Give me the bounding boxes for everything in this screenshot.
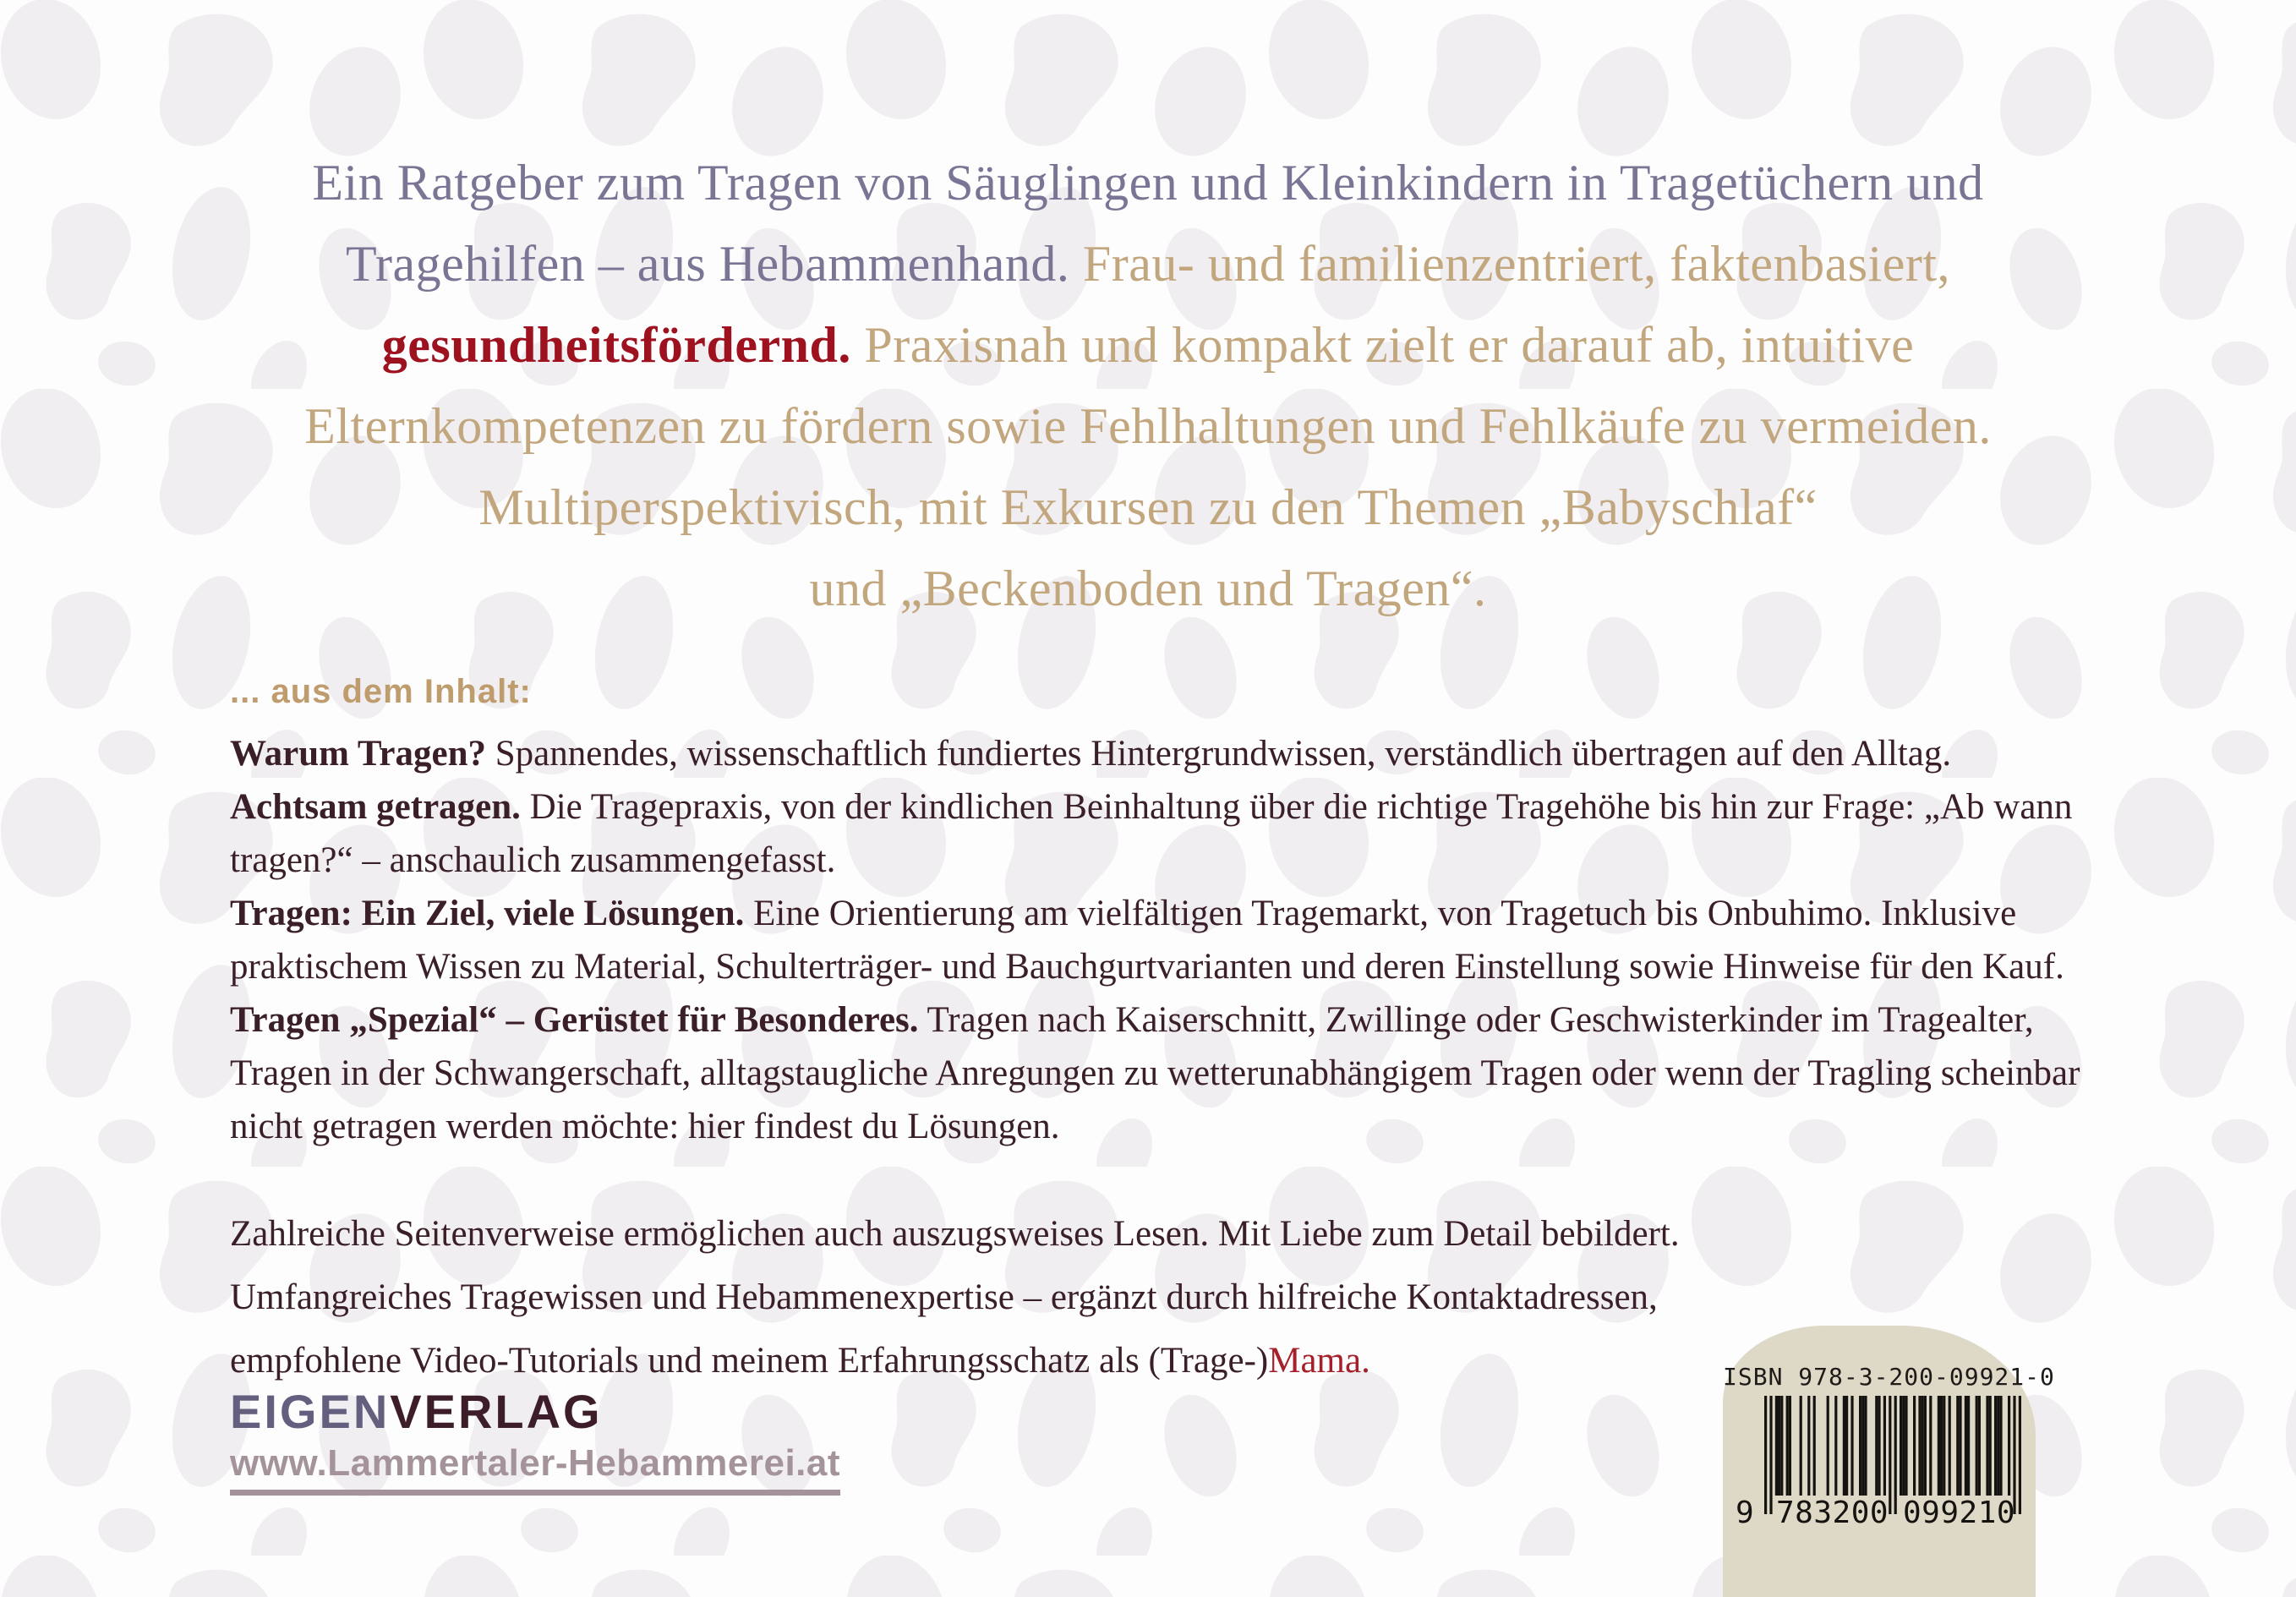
blurb-text-tan: Elternkompetenzen zu fördern sowie Fehlhaltungen und Fehlkäufe zu vermeiden. <box>304 398 1992 454</box>
blurb-line-4 <box>0 386 2296 467</box>
blurb-text-tan: und „Beckenboden und Tragen“. <box>809 561 1487 616</box>
contents-item-achtsam-getragen <box>230 780 2124 887</box>
blurb-text-purple: Tragehilfen – aus Hebammenhand. <box>345 236 1083 292</box>
contents-heading: ... aus dem Inhalt: <box>230 673 532 710</box>
ean13-barcode <box>1734 1396 2025 1529</box>
eigenverlag-logo <box>230 1386 840 1437</box>
blurb-text-red-highlight: gesundheitsfördernd. <box>381 317 865 373</box>
contents-item-text: Eine Orientierung am vielfältigen Tragemarkt, von Tragetuch bis Onbuhimo. Inklusive praktischem Wissen zu Material, Schulterträger- und Bauchgurtvarianten und deren Einstellung sowie Hinweise für den Kauf. <box>230 894 2064 987</box>
barcode-digit-prefix: 9 <box>1735 1496 1754 1529</box>
logo-eigen-text: EIGEN <box>230 1385 391 1438</box>
contents-section <box>230 668 2124 1153</box>
closing-line-3-text: empfohlene Video-Tutorials und meinem Erfahrungsschatz als (Trage-) <box>230 1341 1269 1381</box>
barcode-digits-right: 099210 <box>1902 1496 2015 1529</box>
blurb-line-6 <box>0 548 2296 629</box>
blurb-text-purple: Ein Ratgeber zum Tragen von Säuglingen und Kleinkindern in Tragetüchern und <box>312 155 1984 211</box>
contents-item-warum-tragen <box>230 727 2124 780</box>
publisher-block <box>230 1386 840 1496</box>
blurb-line-1 <box>0 142 2296 223</box>
contents-item-lead: Achtsam getragen. <box>230 787 521 827</box>
barcode-digits-left: 783200 <box>1775 1496 1889 1529</box>
blurb-text-tan: Praxisnah und kompakt zielt er darauf ab, intuitive <box>864 317 1915 373</box>
contents-item-ein-ziel-viele-loesungen <box>230 887 2124 993</box>
blurb-text-tan: Frau- und familienzentriert, faktenbasiert, <box>1082 236 1950 292</box>
contents-item-text: Spannendes, wissenschaftlich fundiertes Hintergrundwissen, verständlich übertragen auf den Alltag. <box>486 734 1952 774</box>
contents-item-text: Tragen nach Kaiserschnitt, Zwillinge oder Geschwisterkinder im Tragealter, Tragen in der Schwangerschaft, alltagstaugliche Anregungen zu wetterunabhängigem Tragen oder wenn der Tragling scheinbar nicht getragen werden möchte: hier findest du Lösungen. <box>230 1000 2080 1146</box>
publisher-website-link[interactable]: www.Lammertaler-Hebammerei.at <box>230 1442 840 1496</box>
isbn-badge <box>1723 1326 2055 1597</box>
blurb-headline <box>0 0 2296 629</box>
contents-item-lead: Tragen „Spezial“ – Gerüstet für Besonderes. <box>230 1000 919 1040</box>
closing-line-1: Zahlreiche Seitenverweise ermöglichen auch auszugsweises Lesen. Mit Liebe zum Detail bebildert. <box>230 1214 1680 1254</box>
blurb-line-5 <box>0 467 2296 548</box>
isbn-number-label: ISBN 978-3-200-09921-0 <box>1723 1363 2055 1391</box>
blurb-line-2 <box>0 223 2296 304</box>
closing-line-2: Umfangreiches Tragewissen und Hebammenexpertise – ergänzt durch hilfreiche Kontaktadressen, <box>230 1277 1658 1317</box>
blurb-text-tan: Multiperspektivisch, mit Exkursen zu den Themen „Babyschlaf“ <box>478 479 1818 535</box>
logo-verlag-text: VERLAG <box>390 1385 603 1438</box>
blurb-line-3 <box>0 304 2296 386</box>
contents-item-tragen-spezial <box>230 993 2124 1153</box>
contents-item-lead: Tragen: Ein Ziel, viele Lösungen. <box>230 894 745 933</box>
contents-item-lead: Warum Tragen? <box>230 734 486 774</box>
contents-item-text: Die Tragepraxis, von der kindlichen Beinhaltung über die richtige Tragehöhe bis hin zur Frage: „Ab wann tragen?“ – anschaulich zusammengefasst. <box>230 787 2073 880</box>
closing-mama-highlight: Mama. <box>1268 1341 1370 1381</box>
